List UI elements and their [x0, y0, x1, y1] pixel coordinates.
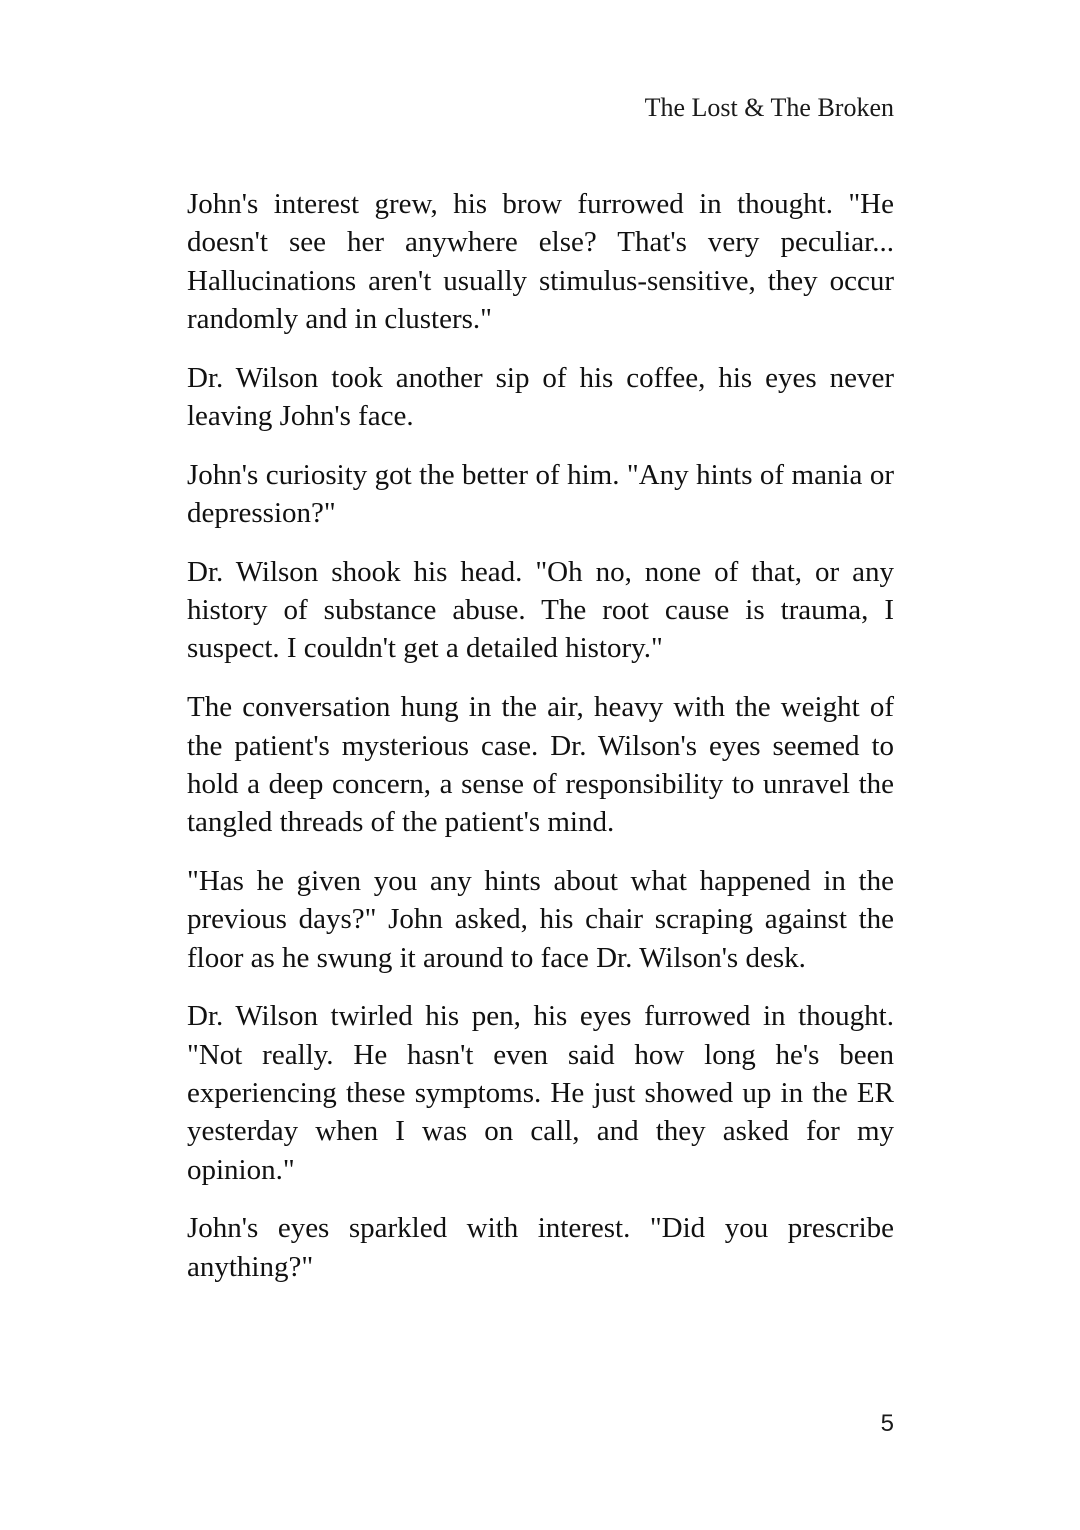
- paragraph: John's curiosity got the better of him. "Any hints of mania or depression?": [187, 458, 894, 530]
- paragraph: John's interest grew, his brow furrowed in thought. "He doesn't see her anywhere else? That's very peculiar... Hallucinations aren't usually stimulus-sensitive, they occur randomly and in clusters.": [187, 188, 894, 335]
- body-text: [187, 185, 894, 1306]
- paragraph: "Has he given you any hints about what happened in the previous days?" John asked, his chair scraping against the floor as he swung it around to face Dr. Wilson's desk.: [187, 864, 894, 974]
- page-number: 5: [880, 1410, 894, 1437]
- paragraph: Dr. Wilson took another sip of his coffee, his eyes never leaving John's face.: [187, 361, 894, 432]
- paragraph: The conversation hung in the air, heavy with the weight of the patient's mysterious case. Dr. Wilson's eyes seemed to hold a deep concern, a sense of responsibility to unravel the tangled threads of the patient's mind.: [187, 691, 894, 839]
- running-header-title: The Lost & The Broken: [644, 93, 894, 122]
- paragraph: John's eyes sparkled with interest. "Did you prescribe anything?": [187, 1212, 894, 1283]
- paragraph: Dr. Wilson shook his head. "Oh no, none of that, or any history of substance abuse. The root cause is trauma, I suspect. I couldn't get a detailed history.": [187, 555, 894, 665]
- paragraph: Dr. Wilson twirled his pen, his eyes furrowed in thought. "Not really. He hasn't even said how long he's been experiencing these symptoms. He just showed up in the ER yesterday when I was on call, and they asked for my opinion.": [187, 1000, 894, 1186]
